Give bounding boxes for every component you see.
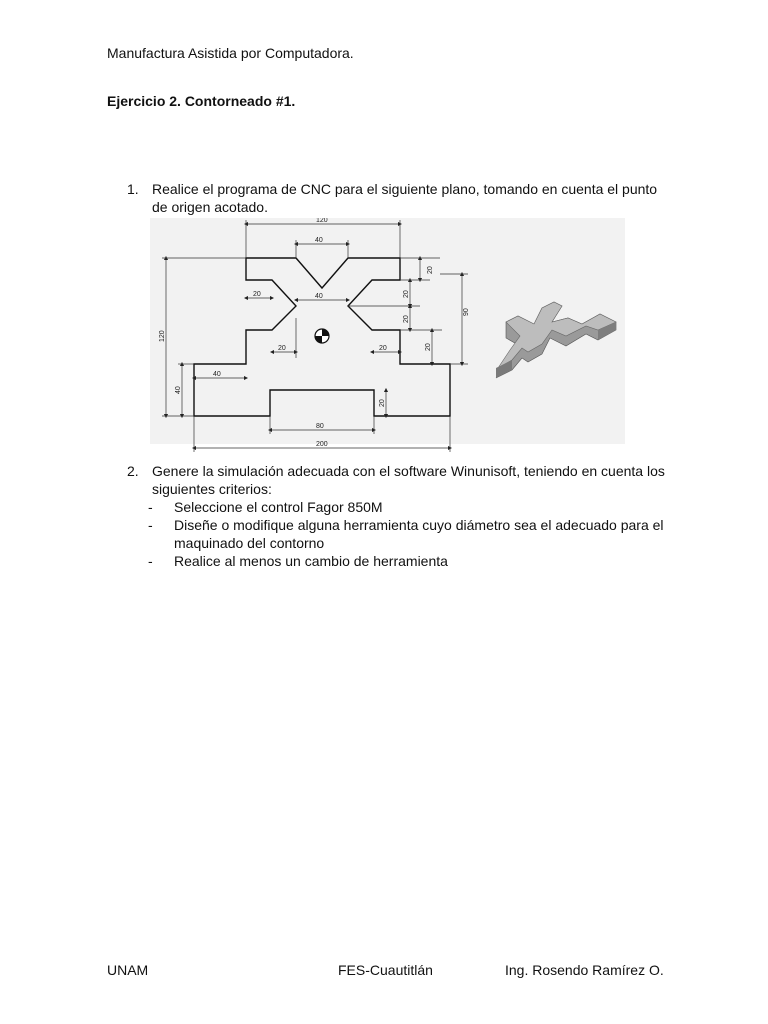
text-line: Genere la simulación adecuada con el software Winunisoft, teniendo en cuenta los [152,463,665,479]
cnc-part-drawing [150,218,630,454]
sub-text [174,516,674,552]
dim-label: 20 [253,291,261,298]
list-text [152,462,692,498]
dim-label: 120 [159,330,166,342]
text-line: Realice el programa de CNC para el siguiente plano, tomando en cuenta el punto [152,181,658,197]
sub-text [174,498,674,516]
dim-label: 20 [427,266,434,274]
text-line: Diseñe o modifique alguna herramienta cuyo diámetro sea el adecuado para el [174,517,664,533]
document-header: Manufactura Asistida por Computadora. [107,45,354,61]
dim-label: 20 [278,345,286,352]
dim-label: 20 [425,343,432,351]
dim-label: 20 [379,399,386,407]
dim-label: 120 [316,218,328,224]
text-line: maquinado del contorno [174,535,325,551]
list-number: 1. [127,181,139,197]
exercise-title: Ejercicio 2. Contorneado #1. [107,93,296,109]
sub-text [174,552,674,570]
technical-drawing [150,218,630,459]
dim-label: 40 [213,371,221,378]
dim-label: 80 [316,423,324,430]
bullet-dash: - [148,499,153,515]
footer-right: Ing. Rosendo Ramírez O. [505,962,664,978]
dim-label: 20 [403,290,410,298]
text-line: de origen acotado. [152,199,268,215]
text-line: siguientes criterios: [152,481,272,497]
footer-left: UNAM [107,962,149,978]
footer-center: FES-Cuautitlán [338,962,433,978]
dim-label: 40 [175,386,182,394]
text-line: Realice al menos un cambio de herramienta [174,553,448,569]
bullet-dash: - [148,553,153,569]
bullet-dash: - [148,517,153,533]
dim-label: 200 [316,441,328,448]
dim-label: 40 [315,237,323,244]
text-line: Seleccione el control Fagor 850M [174,499,383,515]
list-text [152,180,692,216]
list-number: 2. [127,463,139,479]
dim-label: 20 [379,345,387,352]
dim-label: 90 [463,308,470,316]
dim-label: 40 [315,293,323,300]
origin-symbol [315,329,329,343]
dim-label: 20 [403,315,410,323]
